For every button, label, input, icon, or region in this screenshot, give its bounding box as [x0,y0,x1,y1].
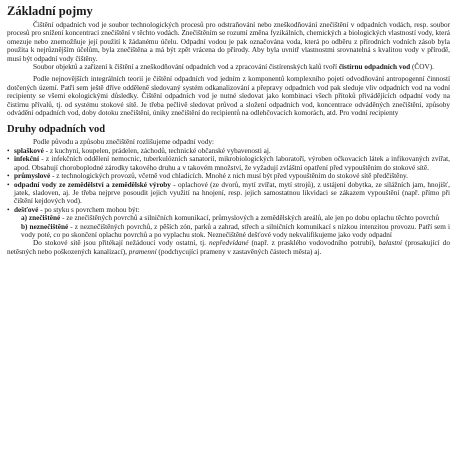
paragraph-integral-theory: Podle nejnovějších integrálních teorií je čištění odpadních vod jedním z komponentů komplexního pojetí odvodňování antropogenní činností dotčených území. Patří sem ještě dříve odděleně sledovaný systém odkanalizování a přepravy odpadních vod pak sleduje vliv odpadních vod na vodní recipienty se všemi ekologickými důsledky. Čištění odpadních vod je nutné sledovat jako kombinaci všech přítoků přivádějících odpadní vody na čistírnu přívalů, tj. od systému stokové sítě. Je třeba pečlivě sledovat průvod a složení odpadních vod, koncentrace odváděných znečištění, způsoby odvádění odpadních vod, doby dotoku znečištění, úniky znečištění do recipientů na odlehčovacích komorách, atd. Pro vodní recipienty [7,75,450,118]
section-title-basics: Základní pojmy [7,4,93,18]
closing-part-1: Do stokové sítě jsou přitékají nežádoucí vody ostatní, tj. [33,239,209,248]
bullet-icon: • [7,155,10,164]
paragraph-definition: Čištění odpadních vod je soubor technologických procesů pro odstraňování nebo zneškodňování znečištění v odpadních vodách, resp. soubor procesů pro snížení koncentrací znečištění v těchto vodách. Znečištěním se rozumí změna fyzikálních, chemických a biologických vlastností vody, která omezuje nebo znemožňuje její použití k žádanému účelu. Odpadní vodou je pak označována voda, která po odběru z přírodních vodních zásob byla použita k nejrůznějším účelům, byla znečištěna a má být zpět vrácena do přírody. Aby byla uvnitř vlastnostmi srovnatelná s kvalitou vody v přírodě, musí být odpadní vody čištěny. [7,21,450,63]
rain-clean [14,223,450,240]
rain-polluted-term: a) znečištěné [21,214,61,223]
types-intro: Podle původu a způsobu znečištění rozlišujeme odpadní vody: [33,138,215,147]
item-text: - z technologických provozů, včetně vod chladicích. Mnohé z nich musí být před vypouštěním do stokové sítě předčištěny. [50,172,408,181]
paragraph-wwtp [7,63,450,71]
list-item [7,172,450,180]
list-item [7,181,450,206]
list-item [7,147,450,155]
item-term: odpadní vody ze zemědělství a zemědělské výroby [14,180,171,189]
item-text: - z kuchyní, koupelen, prádelen, záchodů, technické občanské vybavenosti aj. [43,146,271,155]
term-spring: pramenní [128,247,157,256]
term-wwtp: čistírnu odpadních vod [338,63,411,72]
bullet-icon: • [7,172,10,181]
term-ballast: balastní [378,239,403,248]
item-text: - z infekčních oddělení nemocnic, tuberkulózních sanatorií, mikrobiologických laboratoří, výroben očkovacích látek a infikovaných zvířat, apod. Obsahují choroboplodné zárodky takového druhu a v takovém množství, že vyžadují zvláštní opatření před vypouštěním do stokové sítě. [14,155,450,172]
list-item [7,155,450,172]
rain-clean-text: - z neznečištěných povrchů, z pěších zón, parků a zahrad, střech a silničních komunikací s nízkou intenzitou provozu. Patří sem i vody poté, co po skončení oplachu povrchů a po vyplachu stok. Neznečištěné dešťové vody nekvalifikujeme jako vody odpadní [21,222,450,239]
closing-part-3: (prosakující do netěsných nebo poškozených kanalizací), [7,239,450,256]
item-term: infekční [14,155,39,164]
list-item [7,206,450,240]
term-unforeseen: nepředvídané [208,239,249,248]
item-text: - oplachové (ze dvorů, mytí zvířat, mytí strojů), z ustájení dobytka, ze silážních jam, hnojišť, jatek, sladoven, aj. Je třeba nejprve posoudit jejich využití na hnojení, resp. jejich samostatnou likvidaci se zákazem vypouštění (např. přímo při čištění kejdových vod). [14,180,450,206]
closing-part-4: (podchycující prameny v zastavěných částech města) aj. [156,247,322,256]
rain-polluted [14,214,450,222]
bullet-icon: • [7,146,10,155]
rain-polluted-text: - ze znečištěných povrchů a silničních komunikací, průmyslových a zemědělských areálů, ale jen po dobu oplachu těchto povrchů [60,214,440,223]
item-term: splaškové [14,146,44,155]
closing-part-2: (např. z prasklého vodovodního potrubí), [248,239,379,248]
bullet-icon: • [7,180,10,189]
paragraph-other-waters [7,239,450,256]
paragraph-wwtp-end: (ČOV). [410,63,434,72]
item-term: průmyslové [14,172,51,181]
types-list [7,147,450,239]
item-text: - po styku s povrchem mohou být: [38,205,140,214]
section-title-types: Druhy odpadních vod [7,124,106,136]
paragraph-wwtp-text: Soubor objektů a zařízení k čištění a zneškodňování odpadních vod a zpracování čistírenských kalů tvoří [33,63,339,72]
item-term: dešťové [14,205,39,214]
rain-clean-term: b) neznečištěné [21,222,69,231]
bullet-icon: • [7,205,10,214]
